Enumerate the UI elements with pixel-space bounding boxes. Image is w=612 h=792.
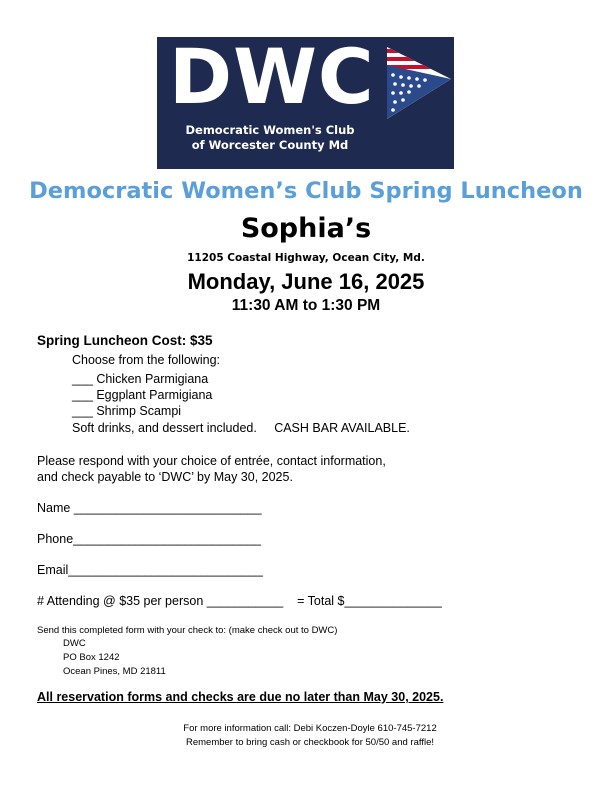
menu-option-shrimp: ___ Shrimp Scampi (72, 404, 182, 418)
logo-letters: DWC (169, 32, 375, 121)
logo-subtitle (185, 123, 355, 153)
dwc-logo (157, 32, 454, 169)
deadline-notice: All reservation forms and checks are due no later than May 30, 2025. (37, 690, 444, 704)
logo-subtitle-line2: of Worcester County Md (191, 138, 349, 152)
menu-option-eggplant: ___ Eggplant Parmigiana (72, 388, 213, 402)
mailing-line3: Ocean Pines, MD 21811 (63, 666, 166, 677)
name-field[interactable]: Name ___________________________ (37, 501, 262, 515)
mailing-line1: DWC (63, 638, 86, 649)
attending-total-field[interactable]: # Attending @ $35 per person ___________ = Total $______________ (37, 594, 442, 608)
instructions-line2: and check payable to ‘DWC’ by May 30, 2025. (37, 470, 293, 484)
footer-reminder: Remember to bring cash or checkbook for 50/50 and raffle! (185, 737, 435, 748)
luncheon-cost: Spring Luncheon Cost: $35 (37, 333, 213, 348)
menu-choose-text: Choose from the following: (72, 353, 220, 367)
logo-subtitle-line1: Democratic Women's Club (185, 123, 355, 137)
event-date: Monday, June 16, 2025 (187, 269, 425, 294)
menu-extras: Soft drinks, and dessert included. CASH BAR AVAILABLE. (72, 421, 410, 435)
flag-pennant-icon (387, 47, 451, 119)
phone-field[interactable]: Phone___________________________ (37, 532, 261, 546)
email-field[interactable]: Email____________________________ (37, 563, 263, 577)
mailing-line2: PO Box 1242 (63, 652, 120, 663)
instructions-line1: Please respond with your choice of entrée, contact information, (37, 454, 386, 468)
event-venue: Sophia’s (240, 213, 372, 244)
mailing-instruction: Send this completed form with your check to: (make check out to DWC) (37, 625, 338, 636)
menu-option-chicken: ___ Chicken Parmigiana (72, 372, 209, 386)
event-address: 11205 Coastal Highway, Ocean City, Md. (187, 252, 425, 264)
footer-contact: For more information call: Debi Koczen-Doyle 610-745-7212 (183, 723, 437, 734)
event-time: 11:30 AM to 1:30 PM (231, 297, 381, 314)
event-title: Democratic Women’s Club Spring Luncheon (29, 178, 583, 204)
